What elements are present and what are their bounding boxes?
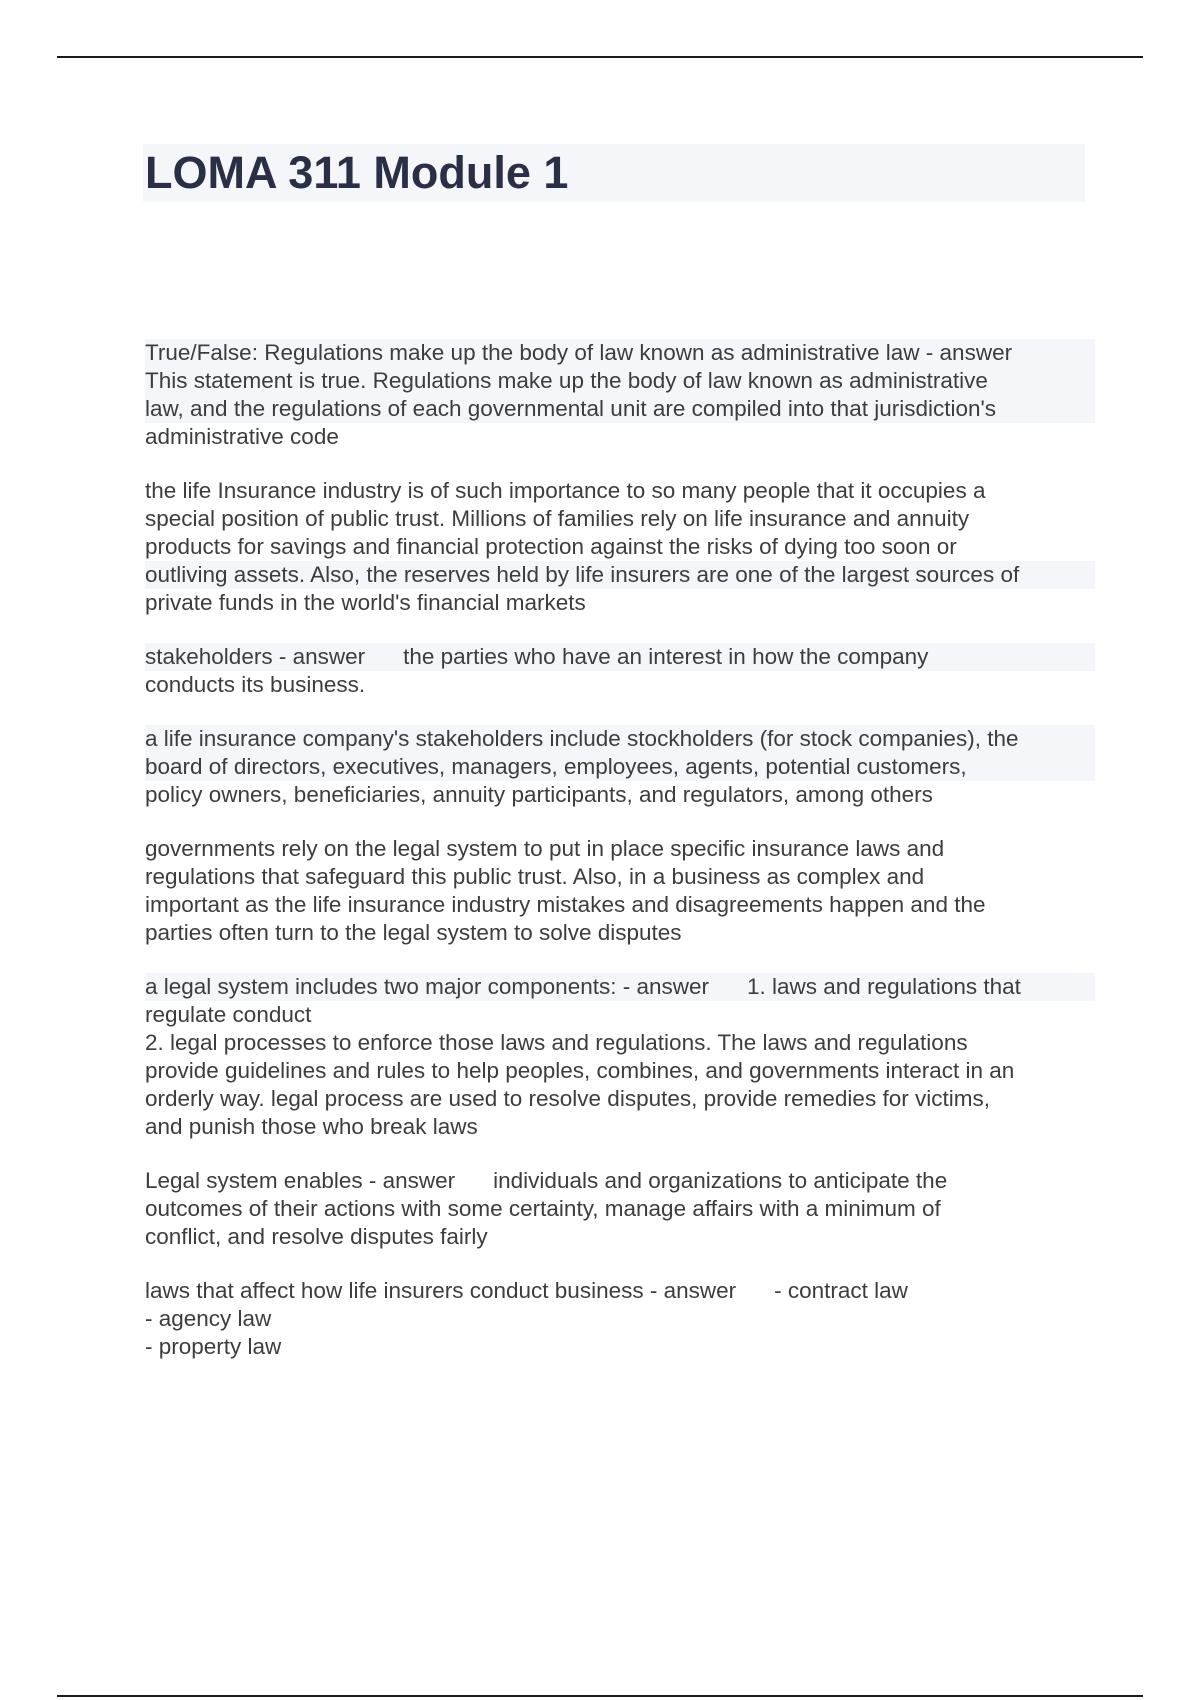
flashcard-list	[145, 339, 1095, 1387]
flashcard	[145, 643, 1095, 699]
card-line: special position of public trust. Millions of families rely on life insurance and annuity	[145, 506, 970, 531]
card-line: provide guidelines and rules to help peoples, combines, and governments interact in an	[145, 1058, 1015, 1083]
card-answer: the parties who have an interest in how the company	[403, 644, 929, 669]
flashcard	[145, 1167, 1095, 1251]
card-line: conducts its business.	[145, 672, 366, 697]
card-line: True/False: Regulations make up the body of law known as administrative law - answer	[145, 339, 1095, 367]
card-line: - property law	[145, 1334, 282, 1359]
card-line: outliving assets. Also, the reserves held by life insurers are one of the largest sources of	[145, 561, 1095, 589]
card-line: This statement is true. Regulations make up the body of law known as administrative	[145, 367, 1095, 395]
card-line: 2. legal processes to enforce those laws and regulations. The laws and regulations	[145, 1030, 968, 1055]
card-line: parties often turn to the legal system to solve disputes	[145, 920, 682, 945]
card-line: policy owners, beneficiaries, annuity participants, and regulators, among others	[145, 782, 933, 807]
flashcard	[145, 339, 1095, 451]
flashcard	[145, 835, 1095, 947]
bottom-rule	[57, 1695, 1143, 1697]
card-line: administrative code	[145, 424, 339, 449]
card-line: a life insurance company's stakeholders include stockholders (for stock companies), the	[145, 725, 1095, 753]
card-line: regulate conduct	[145, 1002, 312, 1027]
card-line: orderly way. legal process are used to resolve disputes, provide remedies for victims,	[145, 1086, 990, 1111]
card-term: a legal system includes two major components: - answer	[145, 974, 709, 999]
card-line: the life Insurance industry is of such importance to so many people that it occupies a	[145, 478, 986, 503]
card-line: private funds in the world's financial markets	[145, 590, 586, 615]
card-line: law, and the regulations of each governmental unit are compiled into that jurisdiction's	[145, 395, 1095, 423]
card-line: governments rely on the legal system to put in place specific insurance laws and	[145, 836, 945, 861]
top-rule	[57, 56, 1143, 58]
card-line: conflict, and resolve disputes fairly	[145, 1224, 488, 1249]
card-line: products for savings and financial protection against the risks of dying too soon or	[145, 534, 957, 559]
card-term: stakeholders - answer	[145, 644, 366, 669]
card-line: important as the life insurance industry mistakes and disagreements happen and the	[145, 892, 986, 917]
card-line: outcomes of their actions with some certainty, manage affairs with a minimum of	[145, 1196, 941, 1221]
card-line: and punish those who break laws	[145, 1114, 478, 1139]
card-term: Legal system enables - answer	[145, 1168, 456, 1193]
card-line: - agency law	[145, 1306, 272, 1331]
card-term-line	[145, 1277, 1095, 1305]
card-term-line	[145, 1167, 1095, 1195]
card-term: laws that affect how life insurers conduct business - answer	[145, 1278, 737, 1303]
card-line: board of directors, executives, managers, employees, agents, potential customers,	[145, 753, 1095, 781]
card-answer: 1. laws and regulations that	[747, 974, 1021, 999]
flashcard	[145, 725, 1095, 809]
page-title: LOMA 311 Module 1	[145, 147, 569, 198]
card-term-line	[145, 643, 1095, 671]
flashcard	[145, 477, 1095, 617]
card-answer: individuals and organizations to anticipate the	[493, 1168, 948, 1193]
card-answer: - contract law	[774, 1278, 908, 1303]
card-term-line	[145, 973, 1095, 1001]
flashcard	[145, 973, 1095, 1141]
flashcard	[145, 1277, 1095, 1361]
card-line: regulations that safeguard this public trust. Also, in a business as complex and	[145, 864, 925, 889]
